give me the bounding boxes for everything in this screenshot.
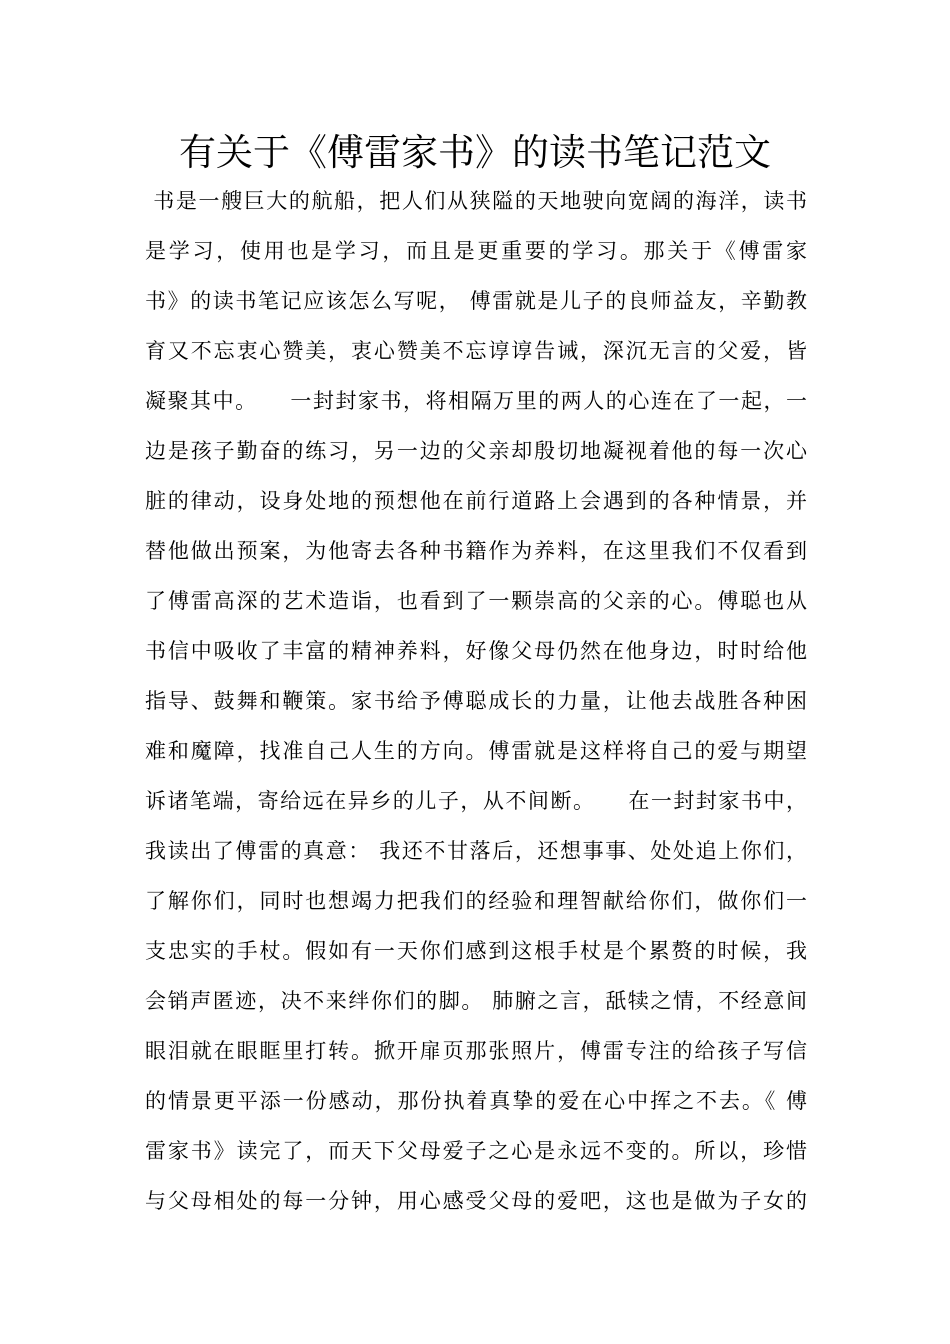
body-line: 了傅雷高深的艺术造诣，也看到了一颗崇高的父亲的心。傅聪也从	[145, 589, 807, 613]
body-line: 诉诸笔端，寄给远在异乡的儿子，从不间断。 在一封封家书中，	[145, 789, 807, 813]
document-body	[145, 183, 807, 1233]
body-line: 我读出了傅雷的真意： 我还不甘落后，还想事事、处处追上你们，	[145, 839, 807, 863]
body-line: 了解你们，同时也想竭力把我们的经验和理智献给你们，做你们一	[145, 889, 807, 913]
body-line: 的情景更平添一份感动，那份执着真挚的爱在心中挥之不去。《 傅	[145, 1089, 807, 1113]
body-line: 书》的读书笔记应该怎么写呢， 傅雷就是儿子的良师益友，辛勤教	[145, 289, 807, 313]
body-line: 替他做出预案，为他寄去各种书籍作为养料，在这里我们不仅看到	[145, 539, 807, 563]
body-line: 雷家书》读完了，而天下父母爱子之心是永远不变的。所以，珍惜	[145, 1139, 807, 1163]
body-line: 育又不忘衷心赞美，衷心赞美不忘谆谆告诫，深沉无言的父爱，皆	[145, 339, 807, 363]
body-line: 边是孩子勤奋的练习，另一边的父亲却殷切地凝视着他的每一次心	[145, 439, 807, 463]
body-line: 难和魔障，找准自己人生的方向。傅雷就是这样将自己的爱与期望	[145, 739, 807, 763]
body-line: 眼泪就在眼眶里打转。掀开扉页那张照片，傅雷专注的给孩子写信	[145, 1039, 807, 1063]
body-line: 书信中吸收了丰富的精神养料，好像父母仍然在他身边，时时给他	[145, 639, 807, 663]
body-line: 指导、鼓舞和鞭策。家书给予傅聪成长的力量，让他去战胜各种困	[145, 689, 807, 713]
body-line: 凝聚其中。 一封封家书，将相隔万里的两人的心连在了一起，一	[145, 389, 807, 413]
body-line: 书是一艘巨大的航船，把人们从狭隘的天地驶向宽阔的海洋，读书	[145, 189, 807, 213]
body-line: 会销声匿迹，决不来绊你们的脚。 肺腑之言，舐犊之情，不经意间	[145, 989, 807, 1013]
body-line: 支忠实的手杖。假如有一天你们感到这根手杖是个累赘的时候，我	[145, 939, 807, 963]
body-line: 是学习，使用也是学习，而且是更重要的学习。那关于《傅雷家	[145, 239, 807, 263]
body-line: 脏的律动，设身处地的预想他在前行道路上会遇到的各种情景，并	[145, 489, 807, 513]
body-line: 与父母相处的每一分钟，用心感受父母的爱吧，这也是做为子女的	[145, 1189, 807, 1213]
document-title: 有关于《傅雷家书》的读书笔记范文	[179, 131, 771, 174]
